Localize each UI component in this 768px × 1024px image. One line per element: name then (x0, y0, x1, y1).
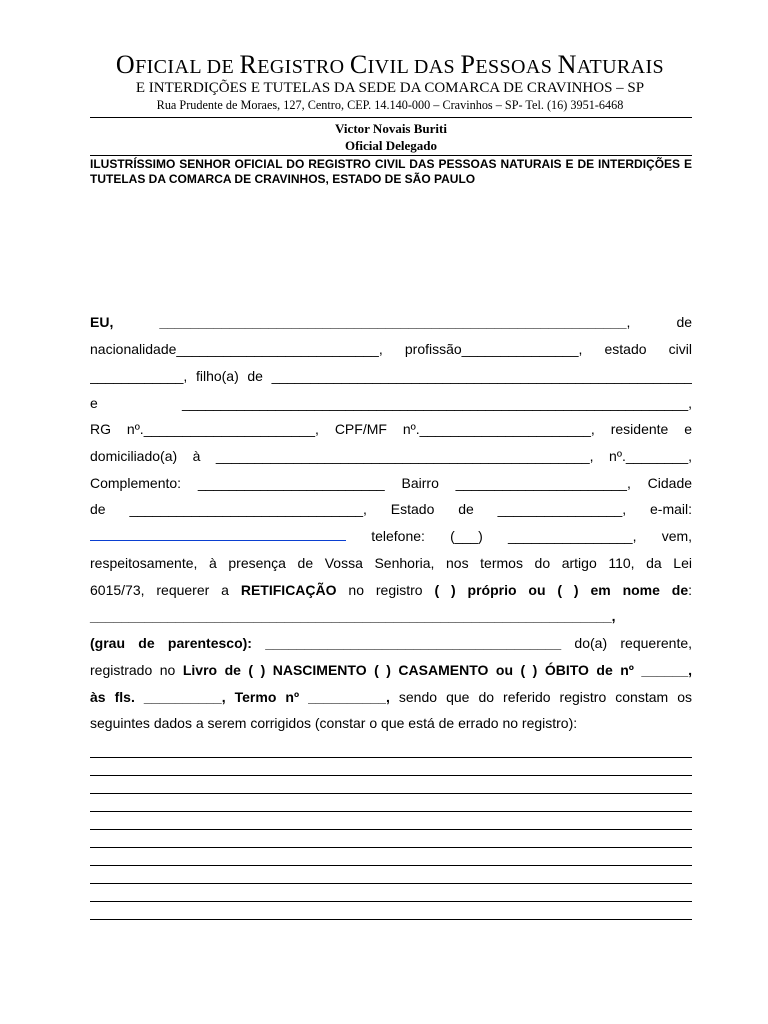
phone-field[interactable]: ________________, (508, 528, 637, 544)
form-line-11 (90, 582, 692, 604)
answer-line[interactable] (90, 793, 692, 794)
header-divider (90, 117, 692, 118)
form-line-1 (90, 314, 692, 336)
form-line-13 (90, 635, 692, 657)
text-eu: EU, (90, 314, 114, 330)
form-line-16 (90, 715, 692, 737)
text: Bairro (401, 475, 439, 491)
text: de (458, 501, 474, 517)
text: seguintes dados a serem corrigidos (constar o que está de errado no registro): (90, 715, 578, 731)
email-field[interactable] (90, 528, 346, 541)
registry-address: Rua Prudente de Moraes, 127, Centro, CEP. 14.140-000 – Cravinhos – SP- Tel. (16) 3951-6468 (156, 97, 624, 112)
form-line-5 (90, 421, 692, 443)
addressee-heading: ILUSTRÍSSIMO SENHOR OFICIAL DO REGISTRO CIVIL DAS PESSOAS NATURAIS E DE INTERDIÇÕES E TUTELAS DA COMARCA DE CRAVINHOS, ESTADO DE SÃO PAULO (90, 157, 692, 186)
text: e-mail: (650, 501, 692, 517)
answer-line[interactable] (90, 901, 692, 902)
text: e (90, 395, 98, 411)
city-field[interactable]: ______________________________, (129, 501, 367, 517)
title-word: REGISTRO (239, 50, 350, 79)
form-line-8 (90, 501, 692, 523)
text: telefone: (371, 528, 425, 544)
form-line-2 (90, 341, 692, 363)
form-line-6 (90, 448, 692, 470)
text: registrado no (90, 662, 176, 678)
answer-line[interactable] (90, 829, 692, 830)
form-line-9 (90, 528, 692, 550)
form-line-4 (90, 395, 692, 417)
retification-keyword: RETIFICAÇÃO (240, 582, 337, 598)
answer-line[interactable] (90, 811, 692, 812)
answer-line[interactable] (90, 847, 692, 848)
folio-term-field[interactable]: às fls. __________, Termo nº __________, (90, 689, 390, 705)
text: Complemento: (90, 475, 182, 491)
text: do(a) requerente, (574, 635, 692, 651)
registry-title (0, 50, 768, 80)
cpf-field[interactable]: CPF/MF nº.______________________, (334, 421, 595, 437)
form-line-15 (90, 689, 692, 711)
rg-field[interactable]: RG nº.______________________, (90, 421, 319, 437)
state-field[interactable]: ________________, (497, 501, 627, 517)
number-field[interactable]: nº.________, (609, 448, 692, 464)
officer-role: Oficial Delegado (344, 138, 438, 153)
officer-divider (90, 155, 692, 156)
text: Estado (390, 501, 435, 517)
answer-line[interactable] (90, 919, 692, 920)
title-word: NATURAIS (557, 50, 665, 79)
title-word: CIVIL DAS (349, 50, 461, 79)
officer-name: Victor Novais Buriti (335, 121, 447, 136)
name-field[interactable]: ____________________________________________________________ (159, 314, 627, 330)
text: vem, (661, 528, 692, 544)
text: de (676, 314, 692, 330)
form-line-3 (90, 368, 692, 390)
nationality-field[interactable]: nacionalidade__________________________, (90, 341, 383, 357)
district-field[interactable]: ______________________, (455, 475, 631, 491)
text: 6015/73, requerer a (90, 582, 229, 598)
parent-2-field[interactable]: _________________________________________________________________, (182, 395, 692, 411)
text: civil (668, 341, 692, 357)
complement-field[interactable]: ________________________ (197, 475, 385, 491)
kinship-field[interactable]: ______________________________________ (265, 635, 562, 651)
profession-field[interactable]: profissão_______________, (404, 341, 583, 357)
text: (grau de parentesco): (90, 635, 252, 651)
text: filho(a) (195, 368, 239, 384)
title-word: PESSOAS (460, 50, 558, 79)
answer-line[interactable] (90, 757, 692, 758)
text: de (90, 501, 106, 517)
text: , (626, 314, 631, 330)
text: : (688, 582, 692, 598)
book-type-checkbox[interactable]: Livro de ( ) NASCIMENTO ( ) CASAMENTO ou ( ) ÓBITO de nº ______, (182, 662, 692, 678)
text: Cidade (647, 475, 692, 491)
form-line-14 (90, 662, 692, 684)
title-word: OFICIAL DE (115, 50, 240, 79)
text: estado (604, 341, 647, 357)
form-line-7 (90, 475, 692, 497)
behalf-name-field[interactable]: ___________________________________________________________________, (90, 608, 616, 624)
answer-line[interactable] (90, 865, 692, 866)
text: de (247, 368, 263, 384)
text: domiciliado(a) à (90, 448, 201, 464)
form-line-10 (90, 555, 692, 577)
marital-status-field[interactable]: ____________, (90, 368, 188, 384)
text: e (684, 421, 692, 437)
answer-line[interactable] (90, 883, 692, 884)
answer-line[interactable] (90, 775, 692, 776)
own-or-behalf-checkbox[interactable]: ( ) próprio ou ( ) em nome de (434, 582, 689, 598)
text: no registro (348, 582, 423, 598)
text: respeitosamente, à presença de Vossa Senhoria, nos termos do artigo 110, da Lei (90, 555, 692, 571)
street-field[interactable]: ________________________________________________, (215, 448, 594, 464)
text: sendo que do referido registro constam os (398, 689, 692, 705)
parent-1-field[interactable]: ______________________________________________________ (271, 368, 692, 384)
area-code-field[interactable]: (___) (450, 528, 483, 544)
registry-subtitle: E INTERDIÇÕES E TUTELAS DA SEDE DA COMARCA DE CRAVINHOS – SP (135, 80, 645, 96)
form-line-12 (90, 608, 692, 630)
text: residente (610, 421, 669, 437)
